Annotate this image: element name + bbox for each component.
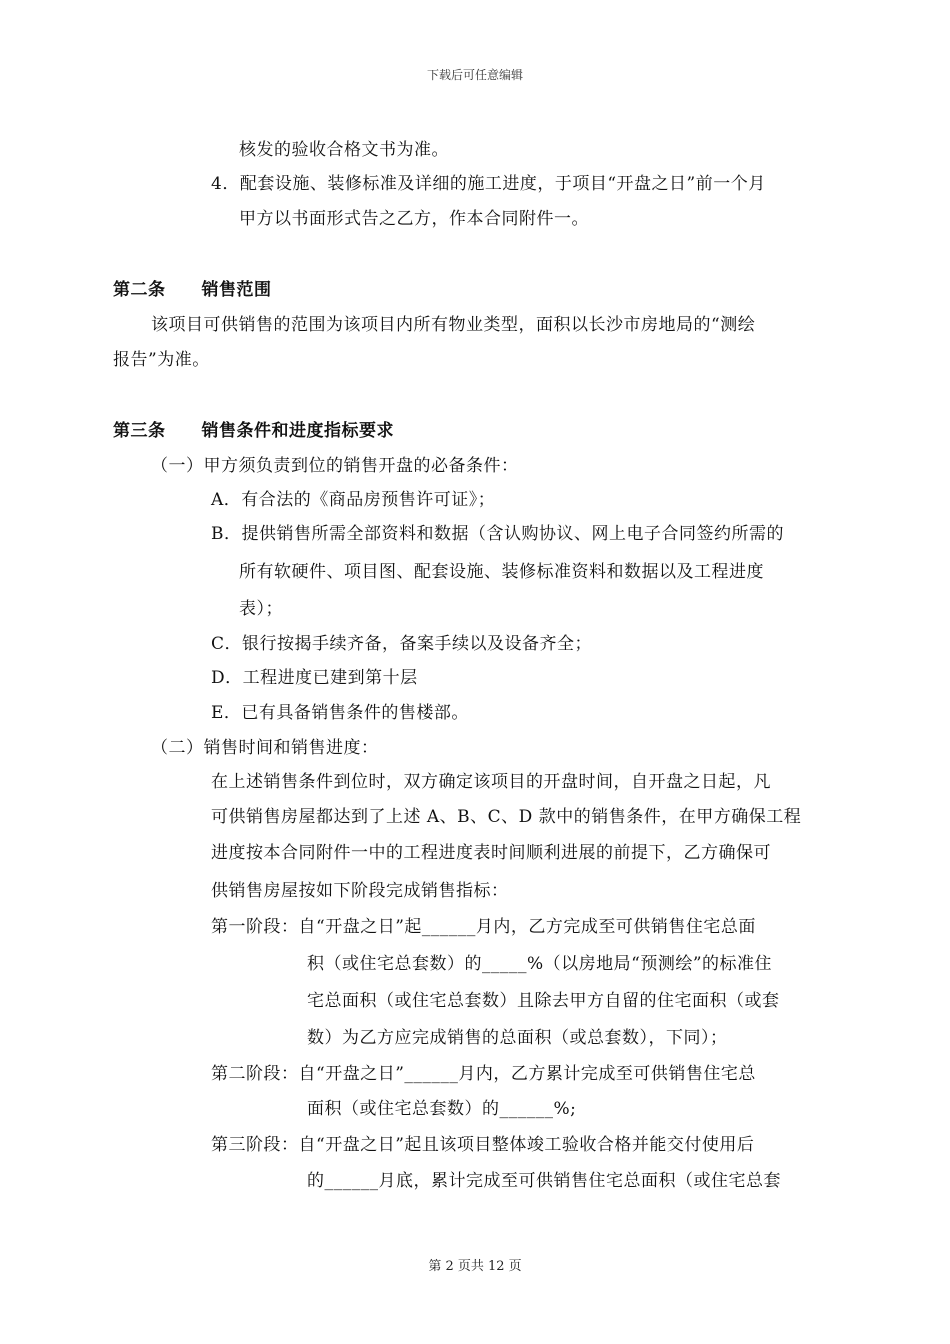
- paragraph-line: 在上述销售条件到位时，双方确定该项目的开盘时间，自开盘之日起，凡: [211, 772, 771, 792]
- page-header: 下载后可任意编辑: [426, 68, 523, 82]
- section-number: 第三条: [113, 421, 166, 441]
- section-heading: [113, 420, 394, 442]
- paragraph-line: （一）甲方须负责到位的销售开盘的必备条件：: [151, 456, 519, 476]
- paragraph-line: 所有软硬件、项目图、配套设施、装修标准资料和数据以及工程进度: [239, 562, 764, 582]
- list-item: E．已有具备销售条件的售楼部。: [211, 703, 469, 723]
- paragraph-line: 面积（或住宅总套数）的______%;: [307, 1099, 577, 1119]
- paragraph-line: 甲方以书面形式告之乙方，作本合同附件一。: [239, 209, 589, 229]
- paragraph-line: 4．配套设施、装修标准及详细的施工进度，于项目“开盘之日”前一个月: [211, 174, 766, 194]
- paragraph-line: 该项目可供销售的范围为该项目内所有物业类型，面积以长沙市房地局的“测绘: [151, 315, 756, 335]
- paragraph-line: 积（或住宅总套数）的_____%（以房地局“预测绘”的标准住: [307, 954, 773, 974]
- paragraph-line: 数）为乙方应完成销售的总面积（或总套数），下同）；: [307, 1028, 728, 1048]
- section-number: 第二条: [113, 280, 166, 300]
- section-heading: [113, 279, 272, 301]
- paragraph-line: 进度按本合同附件一中的工程进度表时间顺利进展的前提下，乙方确保可: [211, 843, 771, 863]
- page-footer: 第 2 页共 12 页: [428, 1259, 522, 1274]
- list-item: B．提供销售所需全部资料和数据（含认购协议、网上电子合同签约所需的: [211, 524, 784, 544]
- list-item: A．有合法的《商品房预售许可证》；: [211, 490, 496, 510]
- paragraph-line: 的______月底，累计完成至可供销售住宅总面积（或住宅总套: [307, 1171, 781, 1191]
- paragraph-line: 第一阶段：自“开盘之日”起______月内，乙方完成至可供销售住宅总面: [211, 917, 756, 937]
- paragraph-line: 报告”为准。: [113, 350, 210, 370]
- list-item: D．工程进度已建到第十层: [211, 668, 418, 688]
- section-title: 销售条件和进度指标要求: [201, 421, 394, 441]
- paragraph-line: 表）；: [239, 599, 283, 619]
- paragraph-line: 供销售房屋按如下阶段完成销售指标：: [211, 881, 509, 901]
- list-item: C．银行按揭手续齐备，备案手续以及设备齐全；: [211, 634, 593, 654]
- paragraph-line: 宅总面积（或住宅总套数）且除去甲方自留的住宅面积（或套: [307, 991, 780, 1011]
- paragraph-line: 可供销售房屋都达到了上述 A、B、C、D 款中的销售条件，在甲方确保工程: [211, 807, 802, 827]
- paragraph-line: （二）销售时间和销售进度：: [151, 738, 379, 758]
- paragraph-line: 第二阶段：自“开盘之日”______月内，乙方累计完成至可供销售住宅总: [211, 1064, 756, 1084]
- section-title: 销售范围: [201, 280, 272, 300]
- paragraph-line: 核发的验收合格文书为准。: [239, 140, 449, 160]
- paragraph-line: 第三阶段：自“开盘之日”起且该项目整体竣工验收合格并能交付使用后: [211, 1135, 755, 1155]
